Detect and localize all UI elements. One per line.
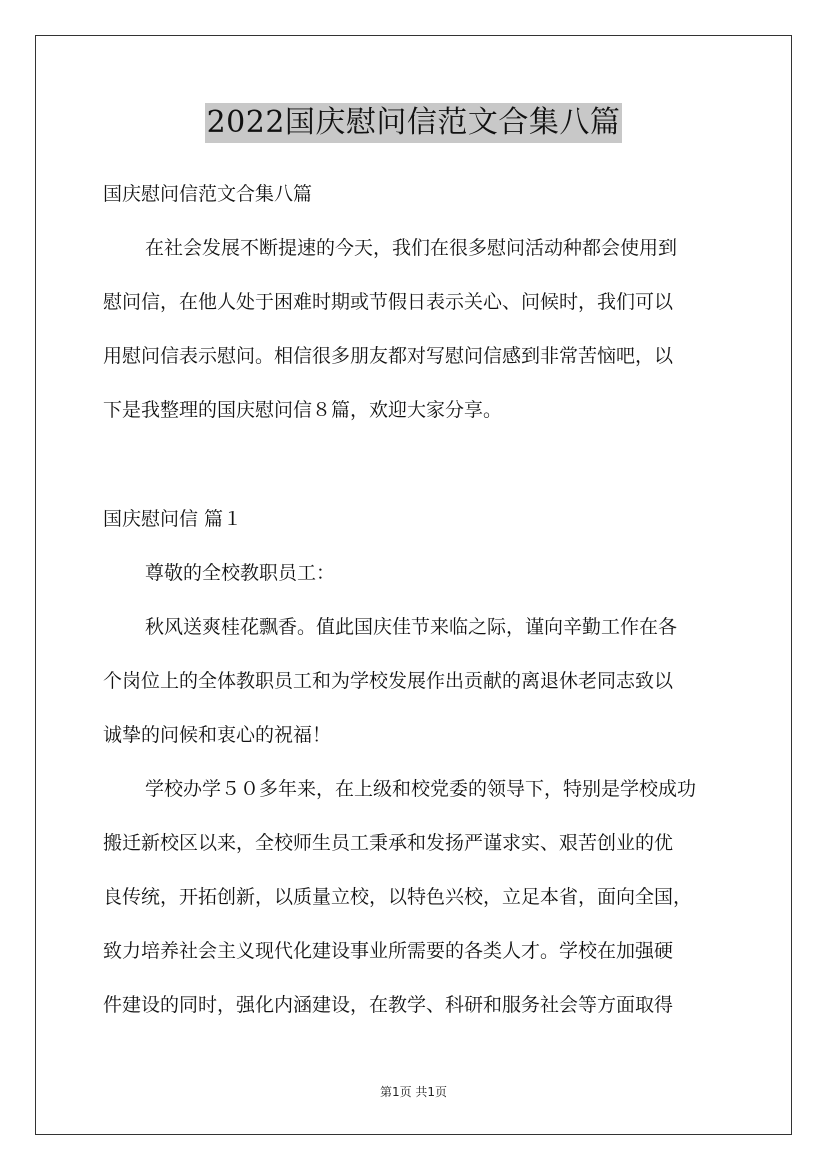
title-wrap: [0, 103, 827, 143]
intro-line: 用慰问信表示慰问。相信很多朋友都对写慰问信感到非常苦恼吧，以: [103, 345, 674, 367]
paragraph-line: 秋风送爽桂花飘香。值此国庆佳节来临之际，谨向辛勤工作在各: [145, 616, 678, 638]
paragraph-line: 良传统，开拓创新，以质量立校，以特色兴校，立足本省，面向全国，: [103, 886, 693, 908]
document-subtitle: 国庆慰问信范文合集八篇: [103, 183, 313, 205]
page-footer: 第1页 共1页: [379, 1085, 448, 1099]
intro-line: 慰问信，在他人处于困难时期或节假日表示关心、问候时，我们可以: [103, 291, 674, 313]
paragraph-line: 个岗位上的全体教职员工和为学校发展作出贡献的离退休老同志致以: [103, 670, 674, 692]
document-title: 2022国庆慰问信范文合集八篇: [205, 103, 623, 143]
paragraph-line: 学校办学５０多年来，在上级和校党委的领导下，特别是学校成功: [145, 778, 697, 800]
paragraph-line: 件建设的同时，强化内涵建设，在教学、科研和服务社会等方面取得: [103, 994, 674, 1016]
paragraph-line: 致力培养社会主义现代化建设事业所需要的各类人才。学校在加强硬: [103, 940, 674, 962]
paragraph-line: 搬迁新校区以来，全校师生员工秉承和发扬严谨求实、艰苦创业的优: [103, 832, 674, 854]
salutation: 尊敬的全校教职员工：: [145, 562, 336, 584]
section-heading: 国庆慰问信 篇１: [103, 508, 243, 530]
paragraph-line: 诚挚的问候和衷心的祝福！: [103, 724, 332, 746]
intro-line: 下是我整理的国庆慰问信８篇，欢迎大家分享。: [103, 399, 503, 421]
intro-line: 在社会发展不断提速的今天，我们在很多慰问活动种都会使用到: [145, 237, 678, 259]
